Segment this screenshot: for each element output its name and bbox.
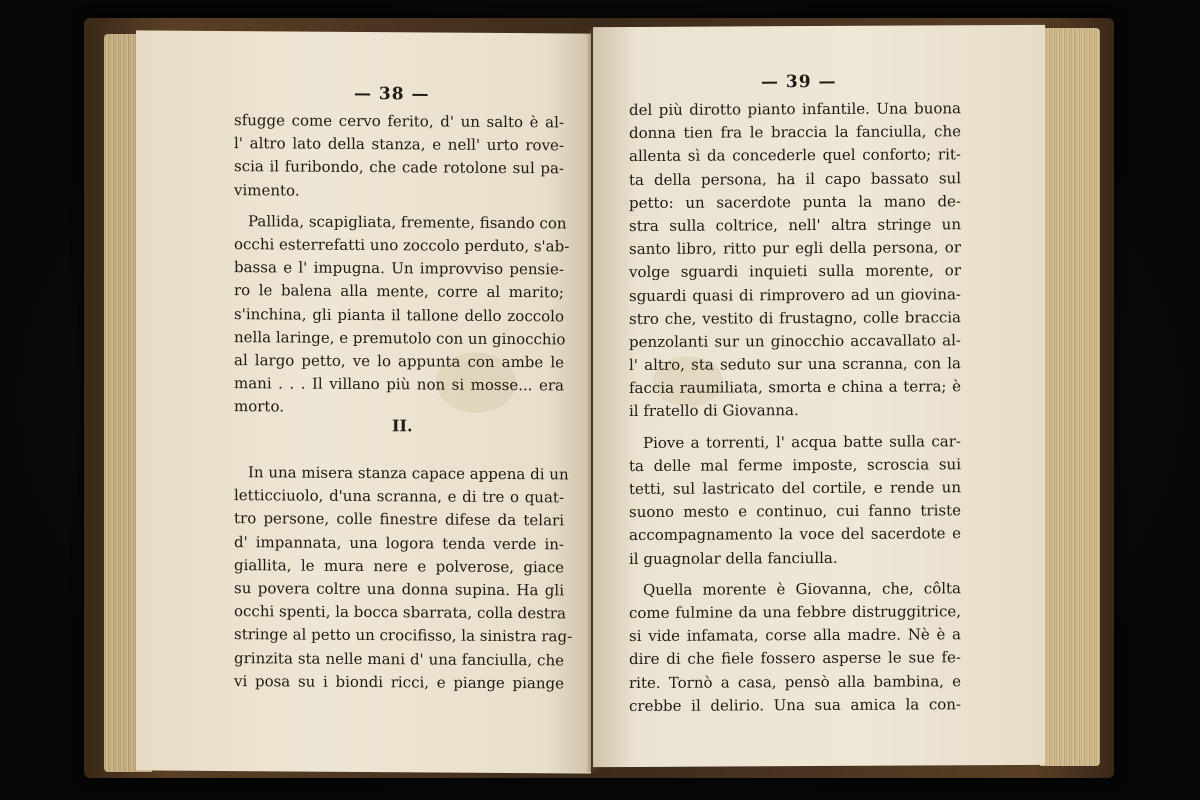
text-line: rite. Tornò a casa, pensò alla bambina, e <box>629 671 961 692</box>
text-line: ta della persona, ha il capo bassato sul <box>629 168 961 189</box>
text-line: grinzita sta nelle mani d' una fanciulla, che <box>234 648 564 669</box>
section-heading: II. <box>392 416 413 436</box>
text-line: al largo petto, ve lo appunta con ambe le <box>234 350 564 372</box>
page-number: — 38 — <box>354 83 430 105</box>
text-line: si vide infamata, corse alla madre. Nè è a <box>629 625 961 646</box>
text-line: mani . . . Il villano più non si mosse... era <box>234 374 564 395</box>
text-line: tro persone, colle finestre difese da telari <box>234 509 564 530</box>
text-line: donna tien fra le braccia la fanciulla, che <box>629 122 961 143</box>
text-line: suono mesto e continuo, cui fanno triste <box>629 501 961 522</box>
text-line: volge sguardi inquieti sulla morente, or <box>629 261 961 282</box>
text-line: dire di che fiele fossero asperse le sue fe- <box>629 648 961 669</box>
text-block <box>629 97 961 718</box>
text-line: del più dirotto pianto infantile. Una buona <box>629 99 961 119</box>
text-line: In una misera stanza capace appena di un <box>248 463 569 484</box>
text-block <box>234 109 570 421</box>
text-line: stra sulla coltrice, nell' altra stringe un <box>629 215 961 235</box>
text-line: crebbe il delirio. Una sua amica la con- <box>629 694 961 715</box>
text-line: scia il furibondo, che cade rotolone sul pa- <box>234 157 564 178</box>
text-line: santo libro, ritto pur egli della persona, or <box>629 238 961 259</box>
text-line: sfugge come cervo ferito, d' un salto è al- <box>234 111 564 132</box>
text-line: il fratello di Giovanna. <box>629 401 799 421</box>
text-line: nella laringe, e premutolo con un ginocchio <box>234 327 566 349</box>
text-line: vi posa su i biondi ricci, e piange piange <box>234 671 564 693</box>
text-line: Quella morente è Giovanna, che, côlta <box>643 579 961 599</box>
text-line: giallita, le mura nere e polverose, giace <box>234 555 564 577</box>
text-line: bassa e l' impugna. Un improvviso pensie- <box>234 258 564 279</box>
text-line: l' altro lato della stanza, e nell' urto rove- <box>234 134 564 155</box>
text-line: ta delle mal ferme imposte, scroscia sui <box>629 455 961 475</box>
text-block <box>234 461 573 695</box>
text-line: Pallida, scapigliata, fremente, fisando con <box>248 211 567 233</box>
text-line: accompagnamento la voce del sacerdote e <box>629 524 961 545</box>
text-line: letticciuolo, d'una scranna, e di tre o quat- <box>234 486 564 507</box>
left-page <box>136 30 591 773</box>
text-line: stro che, vestito di frustagno, colle braccia <box>629 307 961 328</box>
text-line: su povera coltre una donna supina. Ha gli <box>234 579 564 600</box>
text-line: stringe al petto un crocifisso, la sinistra rag- <box>234 625 573 646</box>
text-line: petto: un sacerdote punta la mano de- <box>629 192 961 212</box>
text-line: come fulmine da una febbre distruggitrice, <box>629 602 961 622</box>
text-line: occhi spenti, la bocca sbarrata, colla destra <box>234 602 566 623</box>
text-line: tetti, sul lastricato del cortile, e rende un <box>629 478 961 498</box>
text-line: ro le balena alla mente, corre al marito; <box>234 281 564 302</box>
text-line: faccia raumiliata, smorta e china a terra; è <box>629 377 961 398</box>
text-line: s'inchina, gli pianta il tallone dello zoccolo <box>234 304 564 325</box>
text-line: allenta sì da concederle quel conforto; rit- <box>629 145 961 166</box>
right-page <box>593 25 1045 767</box>
text-line: il guagnolar della fanciulla. <box>629 548 838 568</box>
text-line: penzolanti sur un ginocchio accavallato al- <box>629 331 961 351</box>
page-number: — 39 — <box>761 71 837 93</box>
text-line: vimento. <box>234 180 300 200</box>
text-line: l' altro, sta seduto sur una scranna, con la <box>629 354 961 375</box>
text-line: occhi esterrefatti uno zoccolo perduto, s'ab- <box>234 235 570 256</box>
text-line: Piove a torrenti, l' acqua batte sulla car- <box>643 431 961 452</box>
text-line: sguardi quasi di rimprovero ad un giovina- <box>629 284 961 305</box>
text-line: d' impannata, una logora tenda verde in- <box>234 532 564 553</box>
page-edges-right <box>1040 28 1100 766</box>
text-line: morto. <box>234 397 284 416</box>
